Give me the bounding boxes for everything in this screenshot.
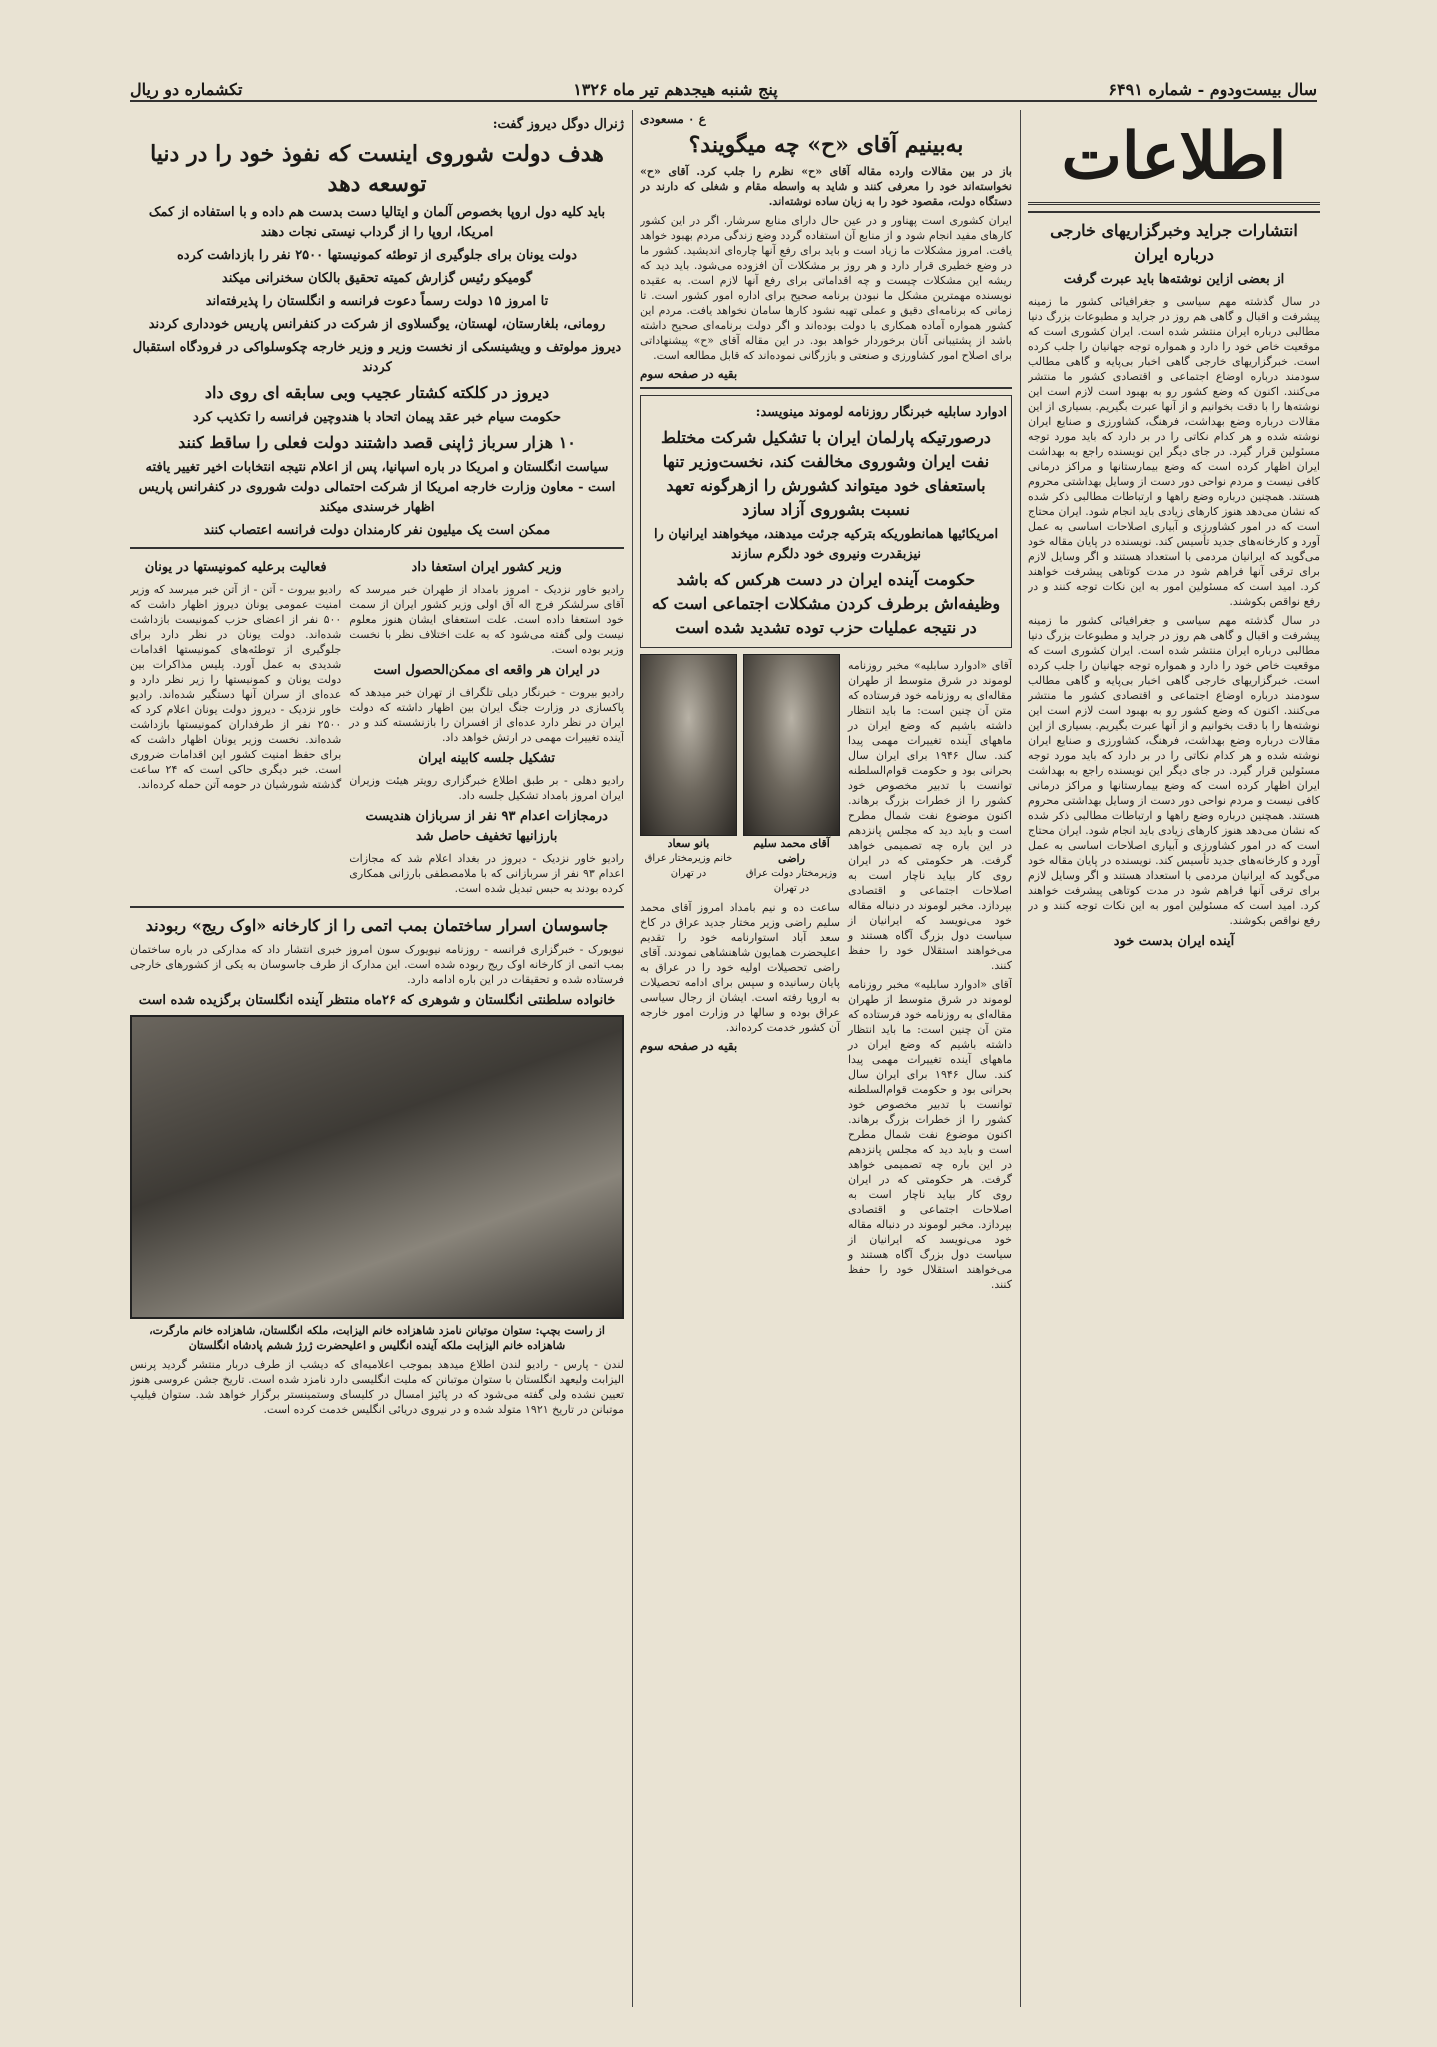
left-news-col-a (349, 555, 624, 900)
royal-photo-body: لندن - پارس - رادیو لندن اطلاع میدهد بموجب اعلامیه‌ای که دیشب از طرف دربار منتشر گردید پرنس الیزابت ولیعهد انگلستان با ستوان موتبانن که ملیت انگلیسی دارد نامزد شده است. تاریخ جشن عروسی هنوز تعیین نشده ولی گفته می‌شود که در پائیز امسال در کلیسای وستمینستر برگزار خواهد شد. ستوان فیلیپ موتبانن در تاریخ ۱۹۲۱ متولد شده و در نیروی دریائی انگلیس خدمت کرده است. (130, 1358, 624, 1416)
portrait-soad-caption: بانو سعاد (667, 837, 710, 850)
middle-article-body: ایران کشوری است پهناور و در عین حال دارای منابع سرشار. اگر در این کشور کارهای مفید انجام شود و از منابع آن استفاده گردد وضع زندگی مردم بهبود خواهد یافت. امروز مشکلات ما زیاد است و باید برای رفع آنها چاره‌ای اندیشید. کشور ما در وضع خطیری قرار دارد و هر روز بر مشکلات آن افزوده می‌شود. باید دید که ریشه این مشکلات چیست و چه اقداماتی برای رفع آنها لازم است. به عقیده نویسنده مهمترین مشکل ما نبودن برنامه صحیح برای اداره امور کشور است. تا زمانی که برنامه‌ای دقیق و عملی تهیه نشود کارها سامان نخواهد یافت. مردم این کشور همواره آماده همکاری با دولت بوده‌اند و اگر دولت برنامه‌ای صحیح داشته باشد از پشتیبانی آنان برخوردار خواهد بود. در این مقاله آقای «ح» پیشنهاداتی برای اصلاح امور کشاورزی و صنعتی و بازرگانی نموده‌اند که قابل مطالعه است. (640, 214, 1012, 362)
minister-resign-body: رادیو خاور نزدیک - امروز بامداد از طهران خبر میرسد که آقای سرلشکر فرج اله آق اولی وزیر کشور ایران از سمت خود استعفا داده است. علت استعفای ایشان هنوز معلوم نیست ولی گفته می‌شود که به علت اختلاف نظر با نخست وزیر بوده است. (349, 583, 624, 656)
left-headline-5: تا امروز ۱۵ دولت رسماً دعوت فرانسه و انگلستان را پذیرفته‌اند (205, 294, 549, 309)
portrait-raazi-subcaption: وزیرمختار دولت عراق در تهران (745, 868, 838, 894)
portrait-article-body: ساعت ده و نیم بامداد امروز آقای محمد سلیم راضی وزیر مختار جدید عراق در کاخ سعد آباد استوارنامه خود را تقدیم اعلیحضرت همایون شاهنشاهی نمودند. آقای راضی تحصیلات اولیه خود را در عراق به پایان رسانیده و سپس برای ادامه تحصیلات به اروپا رفته است. ایشان از رجال سیاسی عراق بوده و سالها در وزارت امور خارجه آن کشور خدمت کرده‌اند. (640, 901, 840, 1034)
greek-communists-title: فعالیت برعلیه کمونیستها در یونان (144, 560, 327, 575)
middle-column (640, 112, 1012, 2007)
divider (1028, 211, 1320, 213)
lemonde-article-body: آقای «ادوارد سابلیه» مخبر روزنامه لوموند در شرق متوسط از طهران مقاله‌ای به روزنامه خود فرستاده که متن آن چنین است: ما باید انتظار داشته باشیم که وضع ایران در ماههای آینده تغییرات مهمی پیدا کند. سال ۱۹۴۶ برای ایران سال بحرانی بود و حکومت قوام‌السلطنه توانست با تدبیر مخصوص خود کشور را از خطرات بزرگ برهاند. اکنون موضوع نفت شمال مطرح است و باید دید که مجلس پانزدهم در این باره چه تصمیمی خواهد گرفت. هر حکومتی که در ایران روی کار بیاید ناچار است به اصلاحات اجتماعی و اقتصادی بپردازد. مخبر لوموند در دنباله مقاله خود می‌نویسد که ایرانیان از سیاست دول بزرگ آگاه هستند و می‌خواهند استقلال خود را حفظ کنند. (848, 659, 1012, 972)
portrait-block-2 (640, 654, 737, 896)
minister-resign-title: وزیر کشور ایران استعفا داد (411, 560, 562, 575)
right-subheadline: از بعضی ازاین نوشته‌ها باید عبرت گرفت (1063, 272, 1285, 287)
portraits-col (640, 654, 840, 1296)
column-divider (632, 110, 633, 2007)
issue-number: سال بیست‌ودوم - شماره ۶۴۹۱ (1108, 79, 1317, 99)
barzani-title: درمجازات اعدام ۹۳ نفر از سربازان هندیست بارزانیها تخفیف حاصل شد (365, 809, 608, 844)
right-column (1028, 112, 1320, 2007)
spy-body: نیویورک - خبرگزاری فرانسه - روزنامه نیویورک سون امروز خبری انتشار داد که مدارکی در باره ساختمان بمب اتمی از کارخانه اوک ریج ربوده شده است. این مدارک از طرف جاسوسان به یکی از کشورهای خارجی فرستاده شده و تحقیقات در این باره ادامه دارد. (130, 943, 624, 986)
lemonde-box (640, 395, 1012, 648)
greek-communists-body: رادیو بیروت - آتن - از آتن خبر میرسد که وزیر امنیت عمومی یونان دیروز اظهار داشت که ۵۰۰ نفر از اعضای حزب کمونیست بازداشت شده‌اند. دولت یونان در نظر دارد برای جلوگیری از توطئه‌های کمونیستها اقدامات شدیدی به عمل آورد. پلیس مذاکرات بین دولت یونان و کمونیستها را زیر نظر دارد و عده‌ای از سران آنها دستگیر شده‌اند. رادیو خاور نزدیک - دیروز دولت یونان اعلام کرد که ۲۵۰۰ نفر از طرفداران کمونیستها بازداشت شده‌اند. نخست وزیر یونان اظهار داشت که برای حفظ امنیت کشور این اقدامات ضروری است. خبر دیگری حاکی است که ۲۴ ساعت گذشته شورشیان در حومه آتن حمله کرده‌اند. (130, 583, 342, 791)
royal-photo-headline: خانواده سلطنتی انگلستان و شوهری که ۲۶ماه منتظر آینده انگلستان برگزیده شده است (138, 993, 616, 1008)
masthead-strip (130, 78, 1317, 102)
cabinet-title: تشکیل جلسه کابینه ایران (418, 751, 556, 766)
degaulle-headline: هدف دولت شوروی اینست که نفوذ خود را در دنیا توسعه دهد (150, 141, 604, 197)
lemonde-kicker: ادوارد سابلیه خبرنگار روزنامه لوموند مینویسد: (755, 405, 1007, 420)
newspaper-logo: اطلاعات (1028, 112, 1320, 205)
left-headline-3: دولت یونان برای جلوگیری از توطئه کمونیستها ۲۵۰۰ نفر را بازداشت کرده (176, 248, 578, 263)
left-headline-2: باید کلیه دول اروپا بخصوص آلمان و ایتالیا دست بدست هم داده و با استفاده از کمک امریکا، اروپا را از گرداب نیستی نجات دهند (148, 205, 606, 240)
middle-headline: به‌بینیم آقای «ح» چه میگویند؟ (688, 132, 964, 158)
left-headline-6: رومانی، بلغارستان، لهستان، یوگسلاوی از شرکت در کنفرانس پاریس خودداری کردند (148, 317, 606, 332)
lemonde-body-col (848, 654, 1012, 1296)
right-article-body-repeat: در سال گذشته مهم سیاسی و جغرافیائی کشور ما زمینه پیشرفت و اقبال و گاهی هم روز در جراید و مطبوعات بزرگ دنیا مطالبی درباره ایران منتشر شده است. ایران کشوری است که موقعیت خاص خود را دارد و همواره توجه جهانیان را جلب کرده است. خبرگزاریهای خارجی گاهی اخبار بی‌پایه و گاهی مطالب سودمند درباره اوضاع اجتماعی و اقتصادی کشور ما منتشر می‌کنند. اکنون که وضع کشور رو به بهبود است لازم است این نوشته‌ها را با دقت بخوانیم و از آنها عبرت بگیریم. بسیاری از این مقالات درباره وضع بهداشت، فرهنگ، کشاورزی و صنایع ایران نوشته شده و هر کدام نکاتی را در بر دارد که باید مورد توجه مسئولین قرار گیرد. در جای دیگر این نویسنده راجع به بهداشت ایران اظهار کرده است که وضع بیمارستانها و مراکز درمانی کافی نیست و مردم نواحی دور دست از وسایل بهداشتی محروم هستند. همچنین درباره وضع راهها و ارتباطات مطالبی ذکر شده که نشان می‌دهد هنوز کارهای زیادی باید انجام شود. ایران محتاج است که در امور کشاورزی و آبیاری اصلاحات اساسی به عمل آورد و کارخانه‌های جدید تأسیس کند. نویسنده در پایان مقاله خود می‌گوید که ایرانیان مردمی با استعداد هستند و اگر وسایل لازم برای ترقی آنها فراهم شود در مدت کوتاهی پیشرفت خواهند کرد. امید است که مسئولین امور به این نکات توجه کنند و در رفع نواقص بکوشند. (1028, 614, 1320, 927)
portrait-continued-note: بقیه در صفحه سوم (640, 1039, 738, 1053)
continued-note: بقیه در صفحه سوم (640, 367, 738, 381)
iran-events-title: در ایران هر واقعه ای ممکن‌الحصول است (373, 663, 600, 678)
portraits-row (640, 654, 840, 896)
cabinet-body: رادیو دهلی - بر طبق اطلاع خبرگزاری رویتر هیئت وزیران ایران امروز بامداد تشکیل جلسه داد. (349, 774, 624, 802)
iran-events-body: رادیو بیروت - خبرنگار دیلی تلگراف از تهران خبر میدهد که پاکسازی در وزارت جنگ ایران بین اظهار داشته که دولت ایران در نظر دارد عده‌ای از افسران را بازنشسته کند و در آینده تغییرات مهمی در ارتش خواهد داد. (349, 686, 624, 744)
middle-intro: باز در بین مقالات وارده مقاله آقای «ح» نظرم را جلب کرد. آقای «ح» نخواسته‌اند خود را معرفی کنند و شاید به واسطه مقام و شغلی که دارند در دستگاه دولت، مقصود خود را به زبان ساده نوشته‌اند. (640, 165, 1012, 208)
barzani-body: رادیو خاور نزدیک - دیروز در بغداد اعلام شد که مجازات اعدام ۹۳ نفر از سربازانی که با ملامصطفی بارزانی همکاری کرده بودند به حبس تبدیل شده است. (349, 852, 624, 895)
issue-date: پنج شنبه هیجدهم تیر ماه ۱۳۲۶ (573, 79, 778, 99)
column-divider (1020, 110, 1021, 2007)
portrait-soad-subcaption: خانم وزیرمختار عراق در تهران (644, 853, 733, 879)
left-headline-8: دیروز در کلکته کشتار عجیب وبی سابقه ای روی داد (204, 383, 550, 402)
left-headline-7: دیروز مولوتف و ویشینسکی از نخست وزیر و وزیر خارجه چکوسلواکی در فرودگاه استقبال کردند (132, 340, 622, 375)
left-headline-9: حکومت سیام خبر عقد پیمان اتحاد با هندوچین فرانسه را تکذیب کرد (192, 410, 562, 425)
royal-photo-caption: از راست بچپ: ستوان موتبانن نامزد شاهزاده خانم الیزابت، ملکه انگلستان، شاهزاده خانم مارگرت، شاهزاده خانم الیزابت ملکه آینده انگلیس و اعلیحضرت ژرژ ششم پادشاه انگلستان (149, 1324, 605, 1352)
divider (130, 906, 624, 908)
issue-price: تکشماره دو ریال (130, 79, 243, 99)
portrait-raazi (743, 654, 840, 836)
right-article-body: در سال گذشته مهم سیاسی و جغرافیائی کشور ما زمینه پیشرفت و اقبال و گاهی هم روز در جراید و مطبوعات بزرگ دنیا مطالبی درباره ایران منتشر شده است. ایران کشوری است که موقعیت خاص خود را دارد و همواره توجه جهانیان را جلب کرده است. خبرگزاریهای خارجی گاهی اخبار بی‌پایه و گاهی مطالب سودمند درباره اوضاع اجتماعی و اقتصادی کشور ما منتشر می‌کنند. اکنون که وضع کشور رو به بهبود است لازم است این نوشته‌ها را با دقت بخوانیم و از آنها عبرت بگیریم. بسیاری از این مقالات درباره وضع بهداشت، فرهنگ، کشاورزی و صنایع ایران نوشته شده و هر کدام نکاتی را در بر دارد که باید مورد توجه مسئولین قرار گیرد. در جای دیگر این نویسنده راجع به بهداشت ایران اظهار کرده است که وضع بیمارستانها و مراکز درمانی کافی نیست و مردم نواحی دور دست از وسایل بهداشتی محروم هستند. همچنین درباره وضع راهها و ارتباطات مطالبی ذکر شده که نشان می‌دهد هنوز کارهای زیادی باید انجام شود. ایران محتاج است که در امور کشاورزی و آبیاری اصلاحات اساسی به عمل آورد و کارخانه‌های جدید تأسیس کند. نویسنده در پایان مقاله خود می‌گوید که ایرانیان مردمی با استعداد هستند و اگر وسایل لازم برای ترقی آنها فراهم شود در مدت کوتاهی پیشرفت خواهند کرد. امید است که مسئولین امور به این نکات توجه کنند و در رفع نواقص بکوشند. (1028, 295, 1320, 608)
portrait-soad (640, 654, 737, 836)
left-news-row (130, 555, 624, 900)
right-headline: انتشارات جراید وخبرگزاریهای خارجی درباره ایران (1050, 221, 1298, 264)
degaulle-kicker: ژنرال دوگل دیروز گفت: (492, 117, 624, 132)
left-news-col-b (130, 555, 341, 900)
royal-family-photo (130, 1015, 624, 1319)
lemonde-sub2: حکومت آینده ایران در دست هرکس که باشد وظیفه‌اش برطرف کردن مشکلات اجتماعی است که در نتیجه عملیات حزب توده تشدید شده است (651, 570, 1001, 637)
right-article-tail: آینده ایران بدست خود (1113, 934, 1235, 949)
lemonde-headline: درصورتیکه پارلمان ایران با تشکیل شرکت مختلط نفت ایران وشوروی مخالفت کند، نخست‌وزیر تنها باستعفای خود میتواند کشورش را ازهرگونه تعهد نسبت بشوروی آزاد سازد (661, 428, 991, 519)
lemonde-body-row (640, 654, 1012, 1296)
spy-headline: جاسوسان اسرار ساختمان بمب اتمی را از کارخانه «اوک ریج» ربودند (145, 916, 609, 935)
left-headline-10: ۱۰ هزار سرباز ژاپنی قصد داشتند دولت فعلی را ساقط کنند (178, 433, 576, 452)
author-name: ع ۰ مسعودی (640, 112, 706, 126)
portrait-block-1 (743, 654, 840, 896)
left-headline-11: سیاست انگلستان و امریکا در باره اسپانیا، پس از اعلام نتیجه انتخابات اخیر تغییر یافته است - معاون وزارت خارجه امریکا از شرکت احتمالی دولت شوروی در کنفرانس پاریس اظهار خرسندی میکند (138, 460, 616, 515)
left-headline-4: گومیکو رئیس گزارش کمیته تحقیق بالکان سخنرانی میکند (221, 271, 533, 286)
divider (130, 547, 624, 549)
lemonde-sub1: امریکائیها همانطوریکه بترکیه جرئت میدهند، میخواهند ایرانیان را نیزبقدرت ونیروی خود دلگرم سازند (653, 527, 999, 562)
portrait-raazi-caption: آقای محمد سلیم راضی (753, 837, 830, 865)
left-headline-12: ممکن است یک میلیون نفر کارمندان دولت فرانسه اعتصاب کنند (203, 523, 551, 538)
divider (640, 387, 1012, 389)
left-column (130, 112, 624, 2007)
lemonde-article-body-more: آقای «ادوارد سابلیه» مخبر روزنامه لوموند در شرق متوسط از طهران مقاله‌ای به روزنامه خود فرستاده که متن آن چنین است: ما باید انتظار داشته باشیم که وضع ایران در ماههای آینده تغییرات مهمی پیدا کند. سال ۱۹۴۶ برای ایران سال بحرانی بود و حکومت قوام‌السلطنه توانست با تدبیر مخصوص خود کشور را از خطرات بزرگ برهاند. اکنون موضوع نفت شمال مطرح است و باید دید که مجلس پانزدهم در این باره چه تصمیمی خواهد گرفت. هر حکومتی که در ایران روی کار بیاید ناچار است به اصلاحات اجتماعی و اقتصادی بپردازد. مخبر لوموند در دنباله مقاله خود می‌نویسد که ایرانیان از سیاست دول بزرگ آگاه هستند و می‌خواهند استقلال خود را حفظ کنند. (848, 978, 1012, 1291)
